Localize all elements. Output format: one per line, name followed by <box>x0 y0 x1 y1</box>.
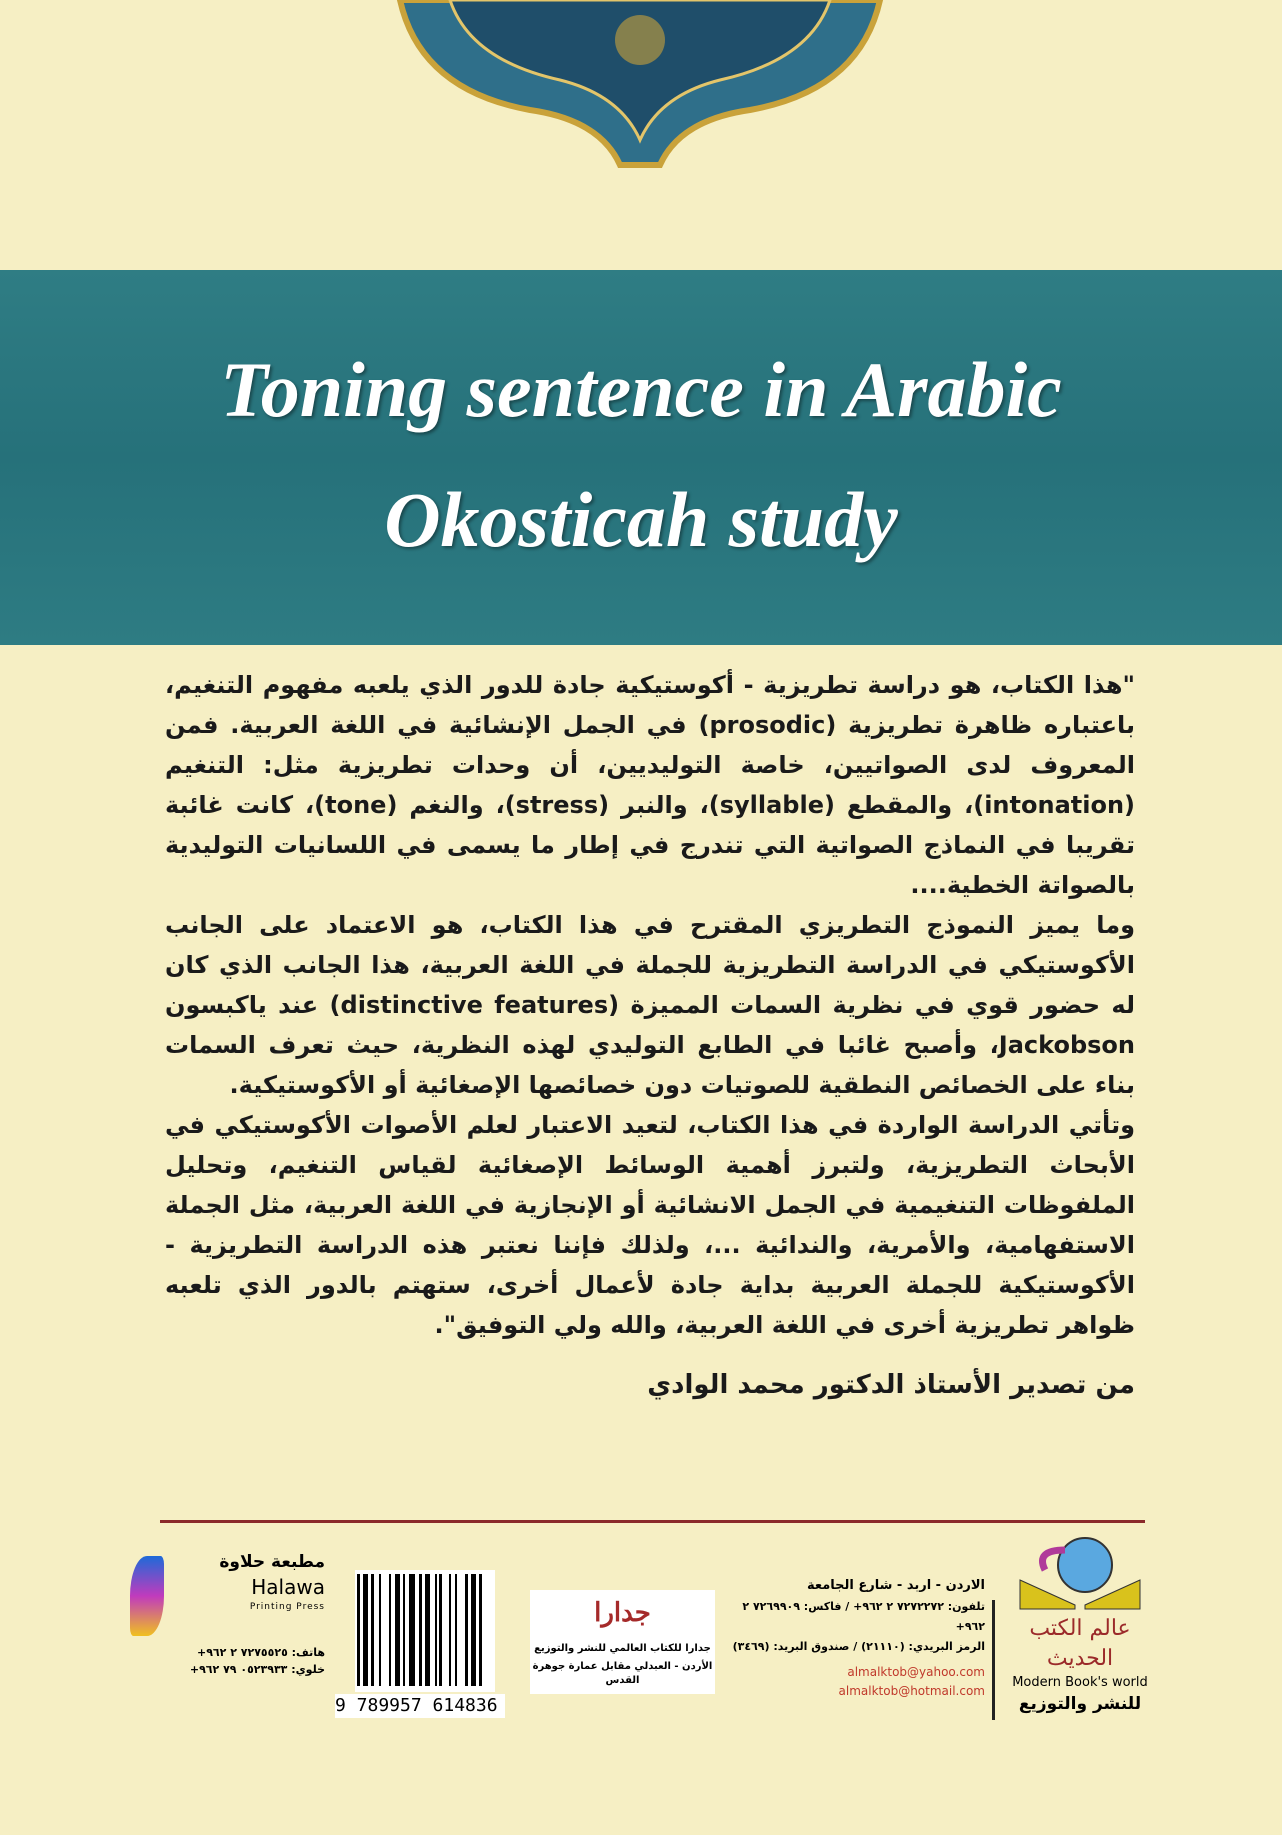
book-title-line2: Okosticah study <box>384 476 898 563</box>
publisher-name-ar: عالم الكتب الحديث <box>1029 1616 1131 1671</box>
blurb-paragraph: "هذا الكتاب، هو دراسة تطريزية - أكوستيكية جادة للدور الذي يلعبه مفهوم التنغيم، باعتباره ظاهرة تطريزية (prosodic) في الجمل الإنشائية في اللغة العربية. فمن المعروف لدى الصواتيين، خاصة التوليديين، أن وحدات تطريزية مثل: التنغيم (intonation)، والمقطع (syllable)، والنبر (stress)، والنغم (tone)، كانت غائبة تقريبا في النماذج الصواتية التي تندرج في إطار ما يسمى في اللسانيات التوليدية بالصواتة الخطية.... <box>165 671 1135 899</box>
isbn-barcode <box>335 1570 505 1720</box>
publisher-address: الاردن - اربد - شارع الجامعة <box>806 1578 985 1593</box>
attribution: من تصدير الأستاذ الدكتور محمد الوادي <box>647 1370 1135 1400</box>
barcode-bar <box>439 1574 442 1686</box>
barcode-bar <box>389 1574 391 1686</box>
blurb <box>165 665 1135 1345</box>
barcode-bar <box>419 1574 422 1686</box>
title-banner <box>0 270 1282 645</box>
barcode-bar <box>379 1574 381 1686</box>
divider <box>160 1520 1145 1523</box>
publisher-contact <box>725 1575 985 1701</box>
printer-logo <box>130 1550 325 1678</box>
book-title-line1: Toning sentence in Arabic <box>220 346 1062 433</box>
publisher-tagline: للنشر والتوزيع <box>1018 1694 1142 1714</box>
barcode-bar <box>449 1574 451 1686</box>
printer-name-ar: مطبعة حلاوة <box>219 1552 325 1572</box>
barcode-bar <box>403 1574 405 1686</box>
printer-sub: Printing Press <box>249 1602 325 1612</box>
barcode-bar <box>465 1574 468 1686</box>
publisher-name-en: Modern Book's world <box>1012 1675 1148 1690</box>
barcode-bar <box>363 1574 368 1686</box>
distributor-name: جدارا للكتاب العالمي للنشر والتوزيع <box>534 1643 711 1654</box>
barcode-bar <box>371 1574 374 1686</box>
barcode-bar <box>471 1574 476 1686</box>
globe-book-icon <box>1015 1535 1145 1610</box>
printer-name-en: Halawa <box>251 1575 325 1599</box>
distributor-logo <box>530 1590 715 1694</box>
barcode-bar <box>479 1574 482 1686</box>
barcode-bar <box>435 1574 437 1686</box>
email-link[interactable]: almalktob@yahoo.com <box>847 1665 985 1679</box>
isbn-number: 9 789957 614836 <box>335 1694 505 1718</box>
blurb-paragraph: وتأتي الدراسة الواردة في هذا الكتاب، لتعيد الاعتبار لعلم الأصوات الأكوستيكي في الأبحاث التطريزية، ولتبرز أهمية الوسائط الإصغائية لقياس التنغيم، وتحليل الملفوظات التنغيمية في الجمل الانشائية أو الإنجازية في اللغة العربية، مثل الجملة الاستفهامية، والأمرية، والندائية ...، ولذلك فإننا نعتبر هذه الدراسة التطريزية - الأكوستيكية للجملة العربية بداية جادة لأعمال أخرى، ستهتم بالدور الذي تلعبه ظواهر تطريزية أخرى في اللغة العربية، والله ولي التوفيق". <box>165 1111 1135 1339</box>
email-link[interactable]: almalktob@hotmail.com <box>838 1684 985 1698</box>
blurb-column <box>165 665 1135 1403</box>
barcode-bar <box>395 1574 400 1686</box>
printer-phone: هاتف: ٧٢٧٥٥٢٥ ٢ ٩٦٢+ <box>197 1646 325 1659</box>
separator <box>992 1600 995 1720</box>
barcode-bar <box>409 1574 415 1686</box>
attribution-row <box>165 1367 1135 1403</box>
printer-mobile: خلوي: ٠٥٢٣٩٣٣ ٧٩ ٩٦٢+ <box>189 1663 325 1676</box>
blurb-paragraph: وما يميز النموذج التطريزي المقترح في هذا الكتاب، هو الاعتماد على الجانب الأكوستيكي في الدراسة التطريزية للجملة في اللغة العربية، هذا الجانب الذي كان له حضور قوي في نظرية السمات المميزة (distinctive features) عند ياكبسون Jackobson، وأصبح غائبا في الطابع التوليدي لهذه النظرية، حيث تعرف السمات بناء على الخصائص النطقية للصوتيات دون خصائصها الإصغائية أو الأكوستيكية. <box>165 911 1135 1099</box>
ornament-decoration <box>360 0 920 170</box>
barcode-bar <box>455 1574 457 1686</box>
distributor-address: الأردن - العبدلي مقابل عمارة جوهرة القدس <box>532 1661 713 1686</box>
distributor-logo-text: جدارا <box>594 1598 651 1628</box>
bird-icon <box>130 1556 164 1636</box>
barcode-bar <box>357 1574 360 1686</box>
publisher-phone: تلفون: ٧٢٧٢٢٧٢ ٢ ٩٦٢+ / فاكس: ٧٢٦٩٩٠٩ ٢ ٩٦٢+ <box>742 1600 985 1633</box>
publisher-postal: الرمز البريدي: (٢١١١٠) / صندوق البريد: (٣٤٦٩) <box>732 1640 985 1653</box>
barcode-bar <box>425 1574 430 1686</box>
publisher-emails <box>725 1663 985 1701</box>
publisher-logo <box>1000 1535 1160 1716</box>
